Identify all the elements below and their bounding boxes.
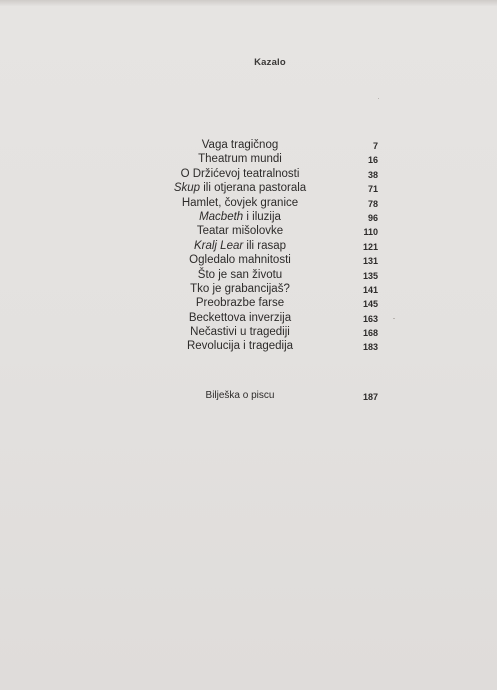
toc-entry-page-number: 121 xyxy=(362,241,378,252)
toc-row xyxy=(150,239,390,253)
toc-row xyxy=(150,296,390,310)
toc-entry-title xyxy=(150,311,330,325)
toc-row xyxy=(150,339,390,353)
toc-row xyxy=(150,181,390,195)
toc-entry-title-italic: Kralj Lear xyxy=(193,239,244,252)
toc-row xyxy=(150,138,390,152)
toc-entry-title-text: Teatar mišolovke xyxy=(196,225,284,238)
toc-entry-title-text: Preobrazbe farse xyxy=(195,297,285,310)
toc-entry-title-text: Ogledalo mahnitosti xyxy=(189,254,291,267)
contents-heading: Kazalo xyxy=(254,57,286,68)
toc-entry-title xyxy=(150,282,330,296)
toc-entry-title xyxy=(150,138,330,152)
toc-entry-title-text: Vaga tragičnog xyxy=(201,139,279,151)
toc-entry-page-number: 163 xyxy=(362,313,378,324)
toc-row xyxy=(150,253,390,267)
toc-row xyxy=(150,268,390,282)
toc-entry-page-number: 187 xyxy=(362,392,378,402)
toc-entry-title-text: Tko je grabancijaš? xyxy=(190,282,290,295)
toc-entry-title xyxy=(150,389,330,403)
toc-entry-title-text: ili otjerana pastorala xyxy=(200,182,307,195)
toc-entry-title-text: Beckettova inverzija xyxy=(188,311,292,324)
toc-entry-page-number: 145 xyxy=(362,299,378,310)
toc-entry-title xyxy=(150,339,330,353)
toc-entry-page-number: 16 xyxy=(367,155,378,166)
toc-entry-title-text: ili rasap xyxy=(243,239,287,252)
paper-speck xyxy=(378,98,379,99)
toc-entry-title-text: Što je san životu xyxy=(197,268,283,281)
toc-entry-title xyxy=(150,181,330,195)
toc-entry-title xyxy=(150,296,330,310)
toc-entry-title xyxy=(150,253,330,267)
toc-entry-title xyxy=(150,224,330,238)
toc-row xyxy=(150,325,390,339)
toc-entry-title-text: i iluzija xyxy=(243,210,281,223)
toc-entry-title xyxy=(150,167,330,181)
toc-entry-page-number: 7 xyxy=(372,141,378,151)
toc-entry-page-number: 168 xyxy=(362,328,378,339)
toc-entry-title xyxy=(150,268,330,282)
toc-entry-title-text: Theatrum mundi xyxy=(198,153,282,166)
toc-row xyxy=(150,282,390,296)
toc-entry-page-number: 131 xyxy=(362,256,378,267)
toc-entry-title xyxy=(150,152,330,166)
table-of-contents xyxy=(150,138,390,354)
page-top-edge xyxy=(0,0,497,6)
toc-entry-title-text: Nečastivi u tragediji xyxy=(190,326,290,339)
toc-entry-page-number: 141 xyxy=(362,284,378,295)
toc-entry-title-italic: Skup xyxy=(173,182,201,195)
paper-speck xyxy=(393,318,395,319)
toc-entry-page-number: 110 xyxy=(363,227,378,238)
toc-entry-title xyxy=(150,325,330,339)
toc-row xyxy=(150,224,390,238)
toc-entry-page-number: 183 xyxy=(362,342,378,353)
toc-entry-page-number: 38 xyxy=(367,169,378,180)
toc-entry-page-number: 96 xyxy=(367,212,378,223)
toc-entry-title-text: Revolucija i tragedija xyxy=(186,340,294,353)
toc-row-author-note xyxy=(150,389,390,403)
toc-entry-title-text: O Držićevoj teatralnosti xyxy=(180,167,300,180)
toc-row xyxy=(150,210,390,224)
toc-entry-page-number: 71 xyxy=(367,184,378,195)
toc-entry-title xyxy=(150,210,330,224)
toc-entry-title-text: Hamlet, čovjek granice xyxy=(181,196,299,209)
toc-entry-title-text: Bilješka o piscu xyxy=(205,390,275,401)
toc-row xyxy=(150,311,390,325)
toc-entry-page-number: 78 xyxy=(367,198,378,209)
toc-row xyxy=(150,167,390,181)
toc-entry-title-italic: Macbeth xyxy=(199,210,244,223)
toc-row xyxy=(150,152,390,166)
toc-row xyxy=(150,196,390,210)
toc-entry-title xyxy=(150,239,330,253)
toc-entry-page-number: 135 xyxy=(362,270,378,281)
author-note-entry xyxy=(150,389,390,403)
toc-entry-title xyxy=(150,196,330,210)
